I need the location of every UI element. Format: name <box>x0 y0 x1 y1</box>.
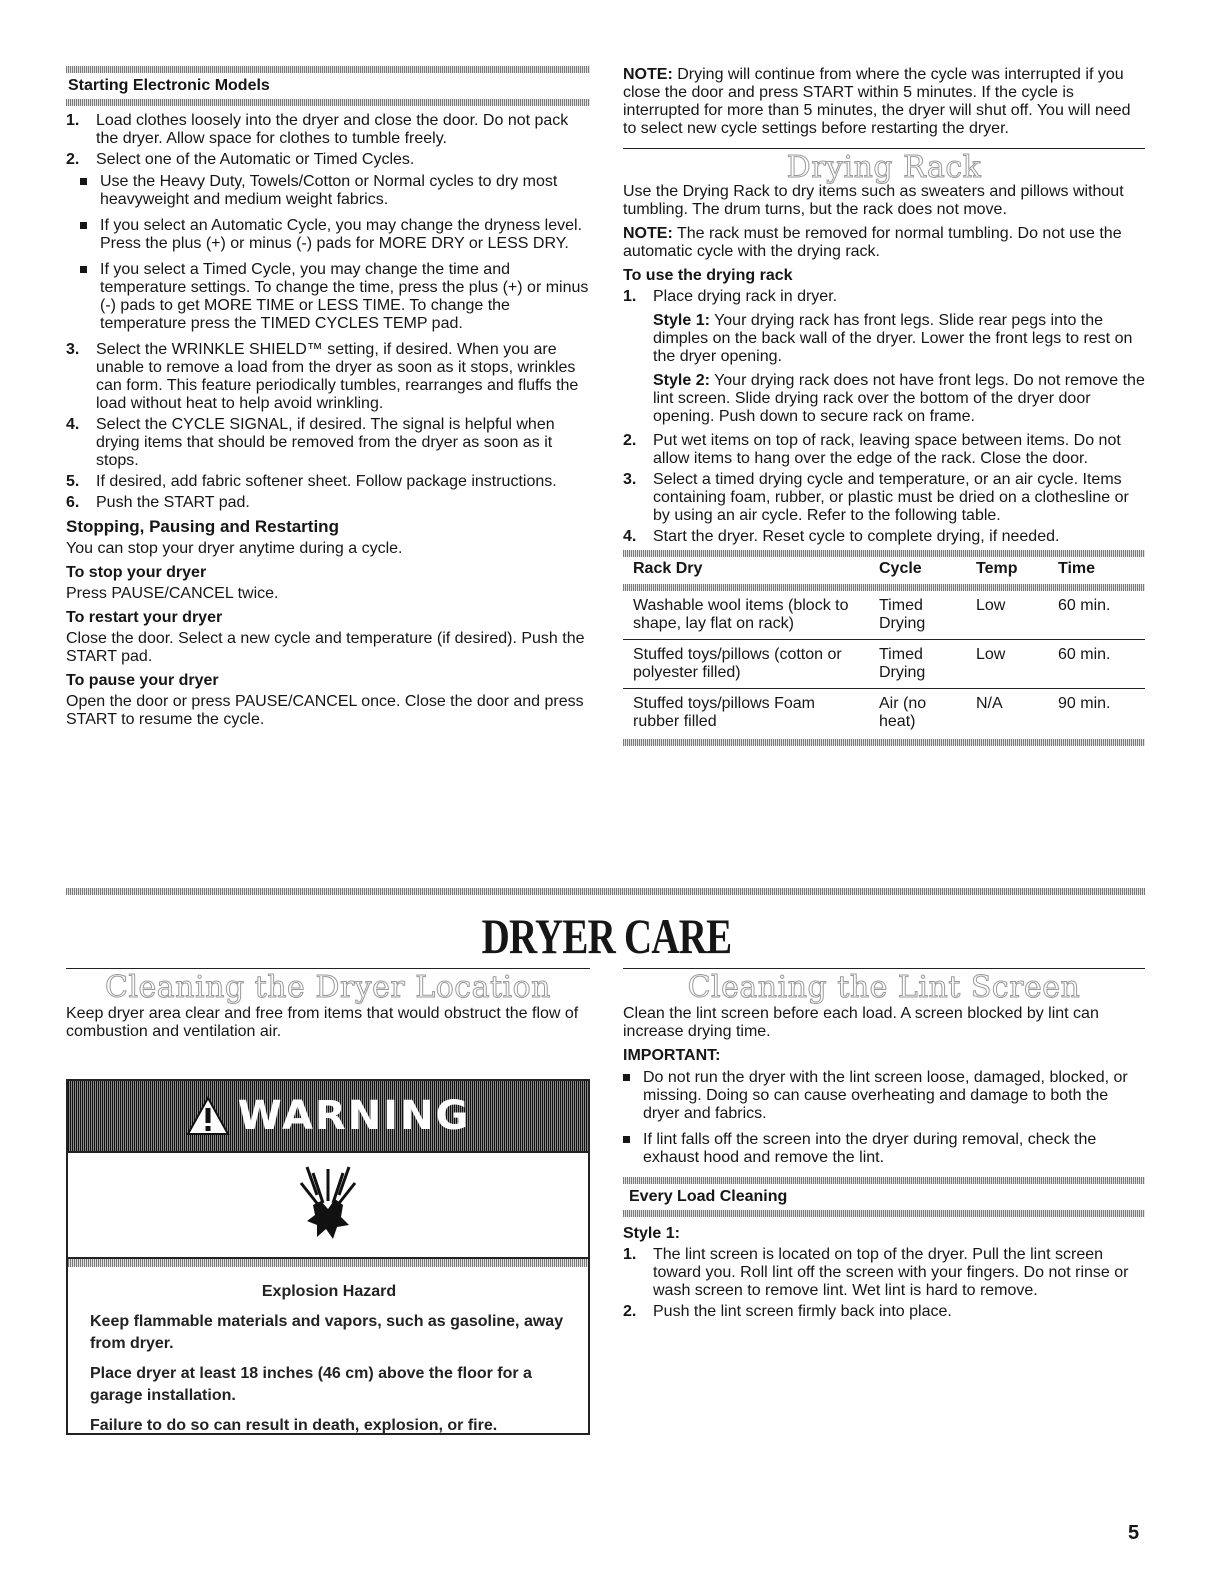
list-item: 2. Put wet items on top of rack, leaving space between items. Do not allow items to hang over the edge of the rack. Close the door. <box>623 432 1121 467</box>
col-header: Rack Dry <box>633 560 703 577</box>
col-header: Temp <box>976 560 1018 577</box>
lint-intro: Clean the lint screen before each load. A screen blocked by lint can increase drying time. <box>623 1005 1099 1040</box>
list-item: 1. Place drying rack in dryer. Style 1: Your drying rack has front legs. Slide rear pegs into the dimples on the back wall of the dryer. Lower the front legs to rest on the dryer opening. Style 2: Your drying rack does not have front legs. Do not remove the lint screen. Slide drying rack over the bottom of the dryer door opening. Push down to secure rack on frame. <box>623 288 1145 425</box>
list-item: 1. The lint screen is located on top of the dryer. Pull the lint screen toward you. Roll lint off the screen with your fingers. Do not rinse or wash screen to remove lint. Wet lint is hard to remove. <box>623 1246 1129 1299</box>
pause-text: Open the door or press PAUSE/CANCEL once. Close the door and press START to resume the cycle. <box>66 693 584 728</box>
drying-rack-title: Drying Rack <box>786 150 982 185</box>
list-item: 1. Load clothes loosely into the dryer and close the door. Do not pack the dryer. Allow space for clothes to tumble freely. <box>66 112 569 147</box>
table-row: Washable wool items (block to shape, lay flat on rack) Timed Drying Low 60 min. <box>623 591 1145 640</box>
warning-line-2: Place dryer at least 18 inches (46 cm) above the floor for a garage installation. <box>90 1365 532 1404</box>
table-row: Stuffed toys/pillows (cotton or polyester filled) Timed Drying Low 60 min. <box>623 640 1145 689</box>
stop-heading: To stop your dryer <box>66 564 207 581</box>
bullet-item: Do not run the dryer with the lint screen loose, damaged, blocked, or missing. Doing so can cause overheating and damage to both the dryer and fabrics. <box>609 1069 1145 1123</box>
lint-steps <box>623 1246 1145 1321</box>
bullet-item: If you select a Timed Cycle, you may change the time and temperature settings. To change the time, press the plus (+) or minus (-) pads to get MORE TIME or LESS TIME. To change the temperature press the TIMED CYCLES TEMP pad. <box>66 261 590 333</box>
table-row: Stuffed toys/pillows Foam rubber filled Air (no heat) N/A 90 min. <box>633 695 1111 730</box>
left-column <box>66 66 590 735</box>
section-divider <box>66 888 1145 895</box>
style1-text: Style 1: Your drying rack has front legs. Slide rear pegs into the dimples on the back wall of the dryer. Lower the front legs to rest on the dryer opening. <box>653 312 1133 365</box>
style2-text: Style 2: Your drying rack does not have front legs. Do not remove the lint screen. Slide drying rack over the bottom of the dryer door opening. Push down to secure rack on frame. <box>653 372 1145 425</box>
list-item: 6. Push the START pad. <box>66 494 250 511</box>
dryer-care-title: DRYER CARE <box>481 908 732 964</box>
list-item: 4. Start the dryer. Reset cycle to complete drying, if needed. <box>623 528 1060 545</box>
warning-body <box>68 1267 588 1437</box>
bullet-item: If you select an Automatic Cycle, you may change the dryness level. Press the plus (+) or minus (-) pads for MORE DRY or LESS DRY. <box>66 217 590 253</box>
warning-line-3: Failure to do so can result in death, explosion, or fire. <box>90 1417 498 1434</box>
stopping-intro: You can stop your dryer anytime during a cycle. <box>66 540 403 557</box>
list-item: 4. Select the CYCLE SIGNAL, if desired. The signal is helpful when drying items that should be removed from the dryer as soon as it stops. <box>66 416 555 469</box>
col-header: Time <box>1058 560 1096 577</box>
stopping-heading: Stopping, Pausing and Restarting <box>66 517 339 536</box>
right-column <box>623 66 1145 746</box>
warning-triangle-icon <box>186 1096 230 1136</box>
dryer-location-text: Keep dryer area clear and free from items that would obstruct the flow of combustion and ventilation air. <box>66 1005 579 1040</box>
list-item: 2. Select one of the Automatic or Timed Cycles. Use the Heavy Duty, Towels/Cotton or Normal cycles to dry most heavyweight and medium weight fabrics. If you select an Automatic Cycle, you may change the dryness level. Press the plus (+) or minus (-) pads for MORE DRY or LESS DRY. If you select a Timed Cycle, you may change the time and temperature settings. To change the time, press the plus (+) or minus (-) pads to get MORE TIME or LESS TIME. To change the temperature press the TIMED CYCLES TEMP pad. <box>66 151 589 332</box>
use-rack-heading: To use the drying rack <box>623 267 793 284</box>
important-label: IMPORTANT: <box>623 1047 721 1064</box>
dryer-location-section <box>66 968 590 1047</box>
explosion-icon <box>293 1165 363 1245</box>
starting-heading: Starting Electronic Models <box>68 77 270 94</box>
col-header: Cycle <box>879 560 922 577</box>
warning-title: WARNING <box>237 1093 471 1139</box>
list-item: 5. If desired, add fabric softener sheet. Follow package instructions. <box>66 473 557 490</box>
cycle-bullets <box>66 173 590 333</box>
table-header-row <box>623 557 1145 584</box>
restart-text: Close the door. Select a new cycle and temperature (if desired). Push the START pad. <box>66 630 585 665</box>
list-item: 2. Push the lint screen firmly back into place. <box>623 1303 952 1320</box>
page-number: 5 <box>1128 1522 1140 1544</box>
rack-note: NOTE: The rack must be removed for normal tumbling. Do not use the automatic cycle with the drying rack. <box>623 225 1122 260</box>
list-item: 3. Select a timed drying cycle and temperature, or an air cycle. Items containing foam, rubber, or plastic must be dried on a clothesline or by using an air cycle. Refer to the following table. <box>623 471 1129 524</box>
starting-heading-bar <box>66 66 590 106</box>
lint-screen-section <box>623 968 1145 1324</box>
rack-intro: Use the Drying Rack to dry items such as sweaters and pillows without tumbling. The drum turns, but the rack does not move. <box>623 183 1124 218</box>
list-item: 3. Select the WRINKLE SHIELD™ setting, if desired. When you are unable to remove a load from the dryer as soon as it stops, wrinkles can form. This feature periodically tumbles, rearranges and fluffs the load without heat to help avoid wrinkling. <box>66 341 579 412</box>
every-load-bar <box>623 1177 1145 1217</box>
every-load-heading: Every Load Cleaning <box>629 1188 788 1205</box>
warning-line-1: Keep flammable materials and vapors, such as gasoline, away from dryer. <box>90 1313 564 1352</box>
style1-heading: Style 1: <box>623 1225 680 1242</box>
interruption-note: NOTE: Drying will continue from where the cycle was interrupted if you close the door and press START within 5 minutes. If the cycle is interrupted for more than 5 minutes, the dryer will shut off. You will need to select new cycle settings before restarting the dryer. <box>623 66 1131 137</box>
hazard-name: Explosion Hazard <box>261 1283 397 1300</box>
bullet-item: Use the Heavy Duty, Towels/Cotton or Normal cycles to dry most heavyweight and medium weight fabrics. <box>66 173 590 209</box>
restart-heading: To restart your dryer <box>66 609 223 626</box>
bullet-item: If lint falls off the screen into the dryer during removal, check the exhaust hood and remove the lint. <box>609 1131 1145 1167</box>
pause-heading: To pause your dryer <box>66 672 219 689</box>
dryer-location-title: Cleaning the Dryer Location <box>104 970 551 1005</box>
stop-text: Press PAUSE/CANCEL twice. <box>66 585 279 602</box>
starting-steps <box>66 112 590 512</box>
lint-screen-title: Cleaning the Lint Screen <box>687 970 1081 1005</box>
hazard-symbol-area <box>68 1153 588 1257</box>
lint-bullets <box>609 1069 1145 1167</box>
warning-header <box>68 1081 588 1151</box>
warning-box <box>66 1079 590 1435</box>
rack-dry-table <box>623 557 1145 737</box>
rack-steps <box>623 288 1145 546</box>
